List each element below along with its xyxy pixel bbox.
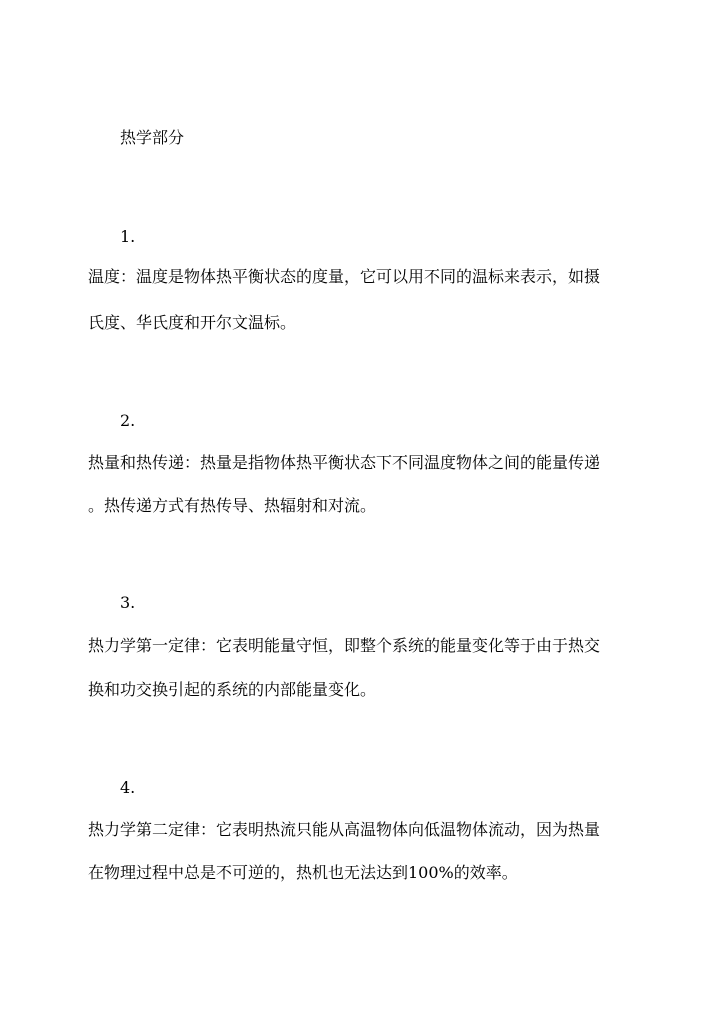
item-1-line-2: 氏度、华氏度和开尔文温标。 xyxy=(88,313,297,332)
item-4-line-1: 热力学第二定律：它表明热流只能从高温物体向低温物体流动，因为热量 xyxy=(88,820,601,839)
item-2-line-1: 热量和热传递：热量是指物体热平衡状态下不同温度物体之间的能量传递 xyxy=(88,453,601,472)
item-3-line-1: 热力学第一定律：它表明能量守恒，即整个系统的能量变化等于由于热交 xyxy=(88,636,601,655)
item-1-line-1: 温度：温度是物体热平衡状态的度量，它可以用不同的温标来表示，如摄 xyxy=(88,267,601,286)
item-number-3: 3. xyxy=(120,593,136,612)
item-number-2: 2. xyxy=(120,411,136,430)
item-3-line-2: 换和功交换引起的系统的内部能量变化。 xyxy=(88,680,377,699)
item-4-line-2: 在物理过程中总是不可逆的，热机也无法达到100%的效率。 xyxy=(88,863,518,882)
document-title: 热学部分 xyxy=(120,128,185,147)
item-2-line-2: 。热传递方式有热传导、热辐射和对流。 xyxy=(88,496,377,515)
item-number-1: 1. xyxy=(120,227,136,246)
item-number-4: 4. xyxy=(120,778,136,797)
